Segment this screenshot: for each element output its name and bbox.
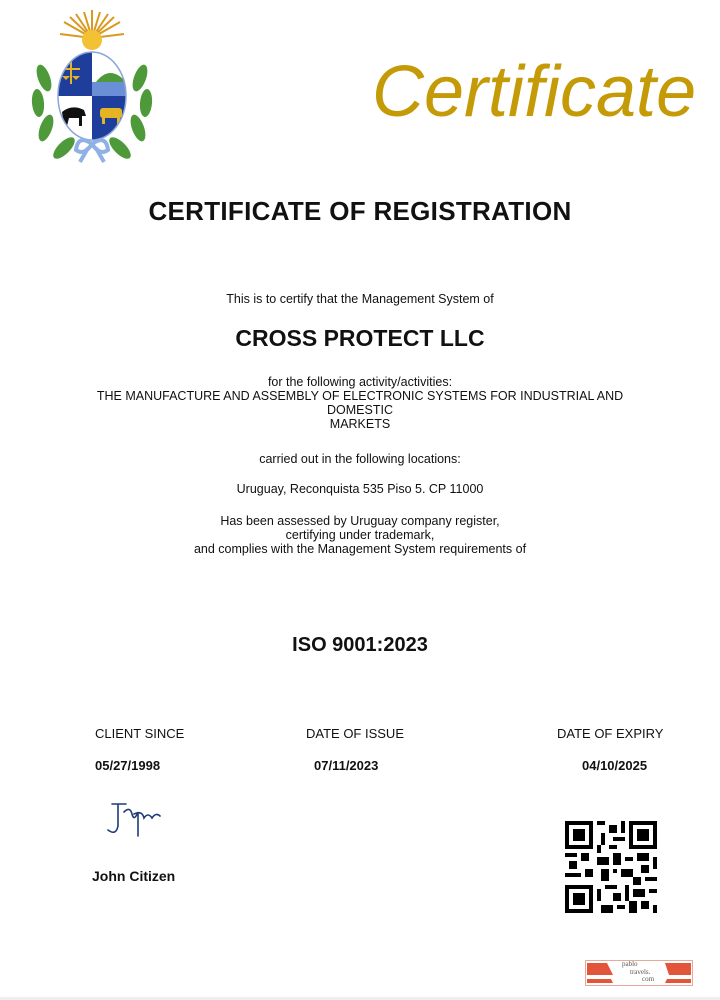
certificate-decorative-title: Certificate (372, 52, 697, 132)
badge-line: com (642, 975, 655, 983)
activity-label: for the following activity/activities: (267, 375, 453, 389)
page-title: CERTIFICATE OF REGISTRATION (148, 196, 572, 226)
activity-line: THE MANUFACTURE AND ASSEMBLY OF ELECTRONIC SYSTEMS FOR INDUSTRIAL AND (96, 389, 624, 403)
signature-image (104, 800, 166, 840)
signatory-name: John Citizen (92, 868, 176, 884)
date-of-issue-value: 07/11/2023 (314, 758, 379, 773)
date-of-expiry-value: 04/10/2025 (582, 758, 648, 773)
standard-name: ISO 9001:2023 (292, 634, 428, 656)
date-of-expiry-label: DATE OF EXPIRY (557, 726, 664, 741)
location-label: carried out in the following locations: (259, 452, 461, 466)
coat-of-arms-emblem (24, 8, 160, 168)
location-address: Uruguay, Reconquista 535 Piso 5. CP 11000 (236, 482, 484, 496)
intro-text: This is to certify that the Management System of (226, 292, 494, 306)
badge-text (622, 961, 654, 984)
client-since-value: 05/27/1998 (95, 758, 161, 773)
company-name: CROSS PROTECT LLC (235, 325, 485, 351)
date-of-issue-label: DATE OF ISSUE (306, 726, 404, 741)
activity-line: DOMESTIC (327, 403, 393, 417)
badge-line: travels. (630, 967, 651, 976)
badge-line: pablo (622, 960, 638, 968)
assessment-line: and complies with the Management System requirements of (193, 542, 527, 556)
client-since-label: CLIENT SINCE (95, 726, 185, 741)
assessment-line: certifying under trademark, (285, 528, 435, 542)
assessment-line: Has been assessed by Uruguay company register, (220, 514, 500, 528)
qr-code-icon[interactable] (565, 821, 657, 913)
activity-line: MARKETS (329, 417, 391, 431)
